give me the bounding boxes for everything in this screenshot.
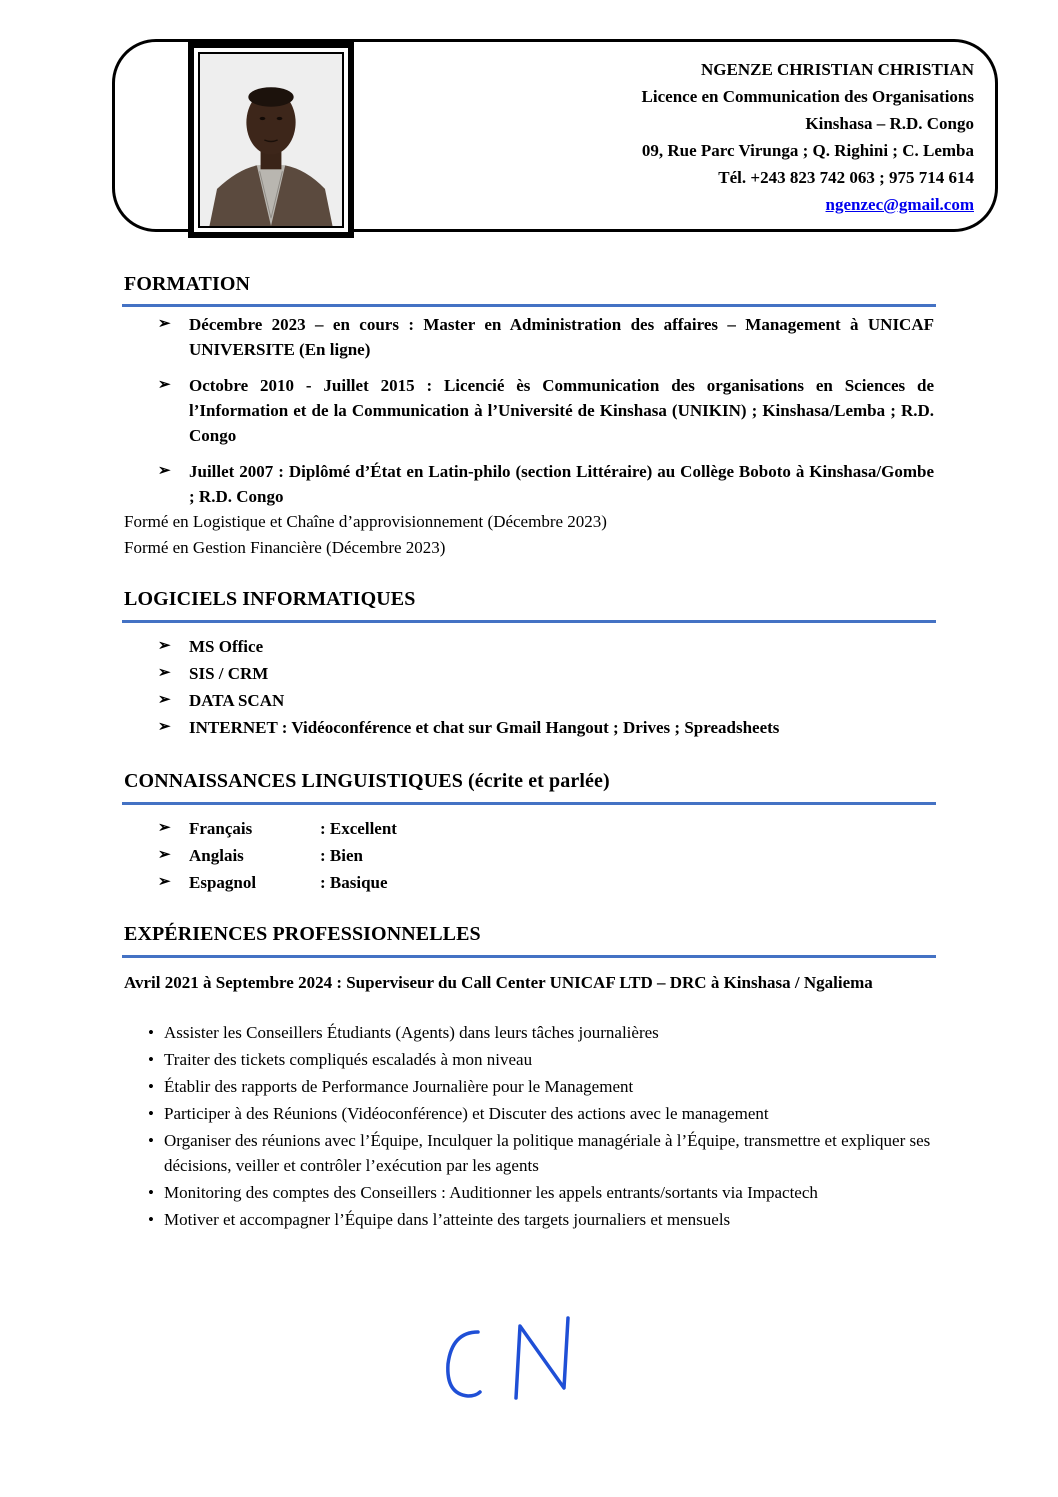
list-item: ➢ DATA SCAN	[158, 688, 934, 713]
list-item: • Monitoring des comptes des Conseillers : Auditionner les appels entrants/sortants via Impactech	[148, 1180, 938, 1205]
arrow-bullet-icon: ➢	[158, 463, 171, 479]
section-rule	[122, 304, 936, 307]
profile-photo-image	[198, 52, 344, 228]
logiciels-list	[158, 634, 934, 740]
section-title-logiciels: LOGICIELS INFORMATIQUES	[124, 588, 416, 610]
arrow-bullet-icon: ➢	[158, 665, 171, 681]
arrow-bullet-icon: ➢	[158, 847, 171, 863]
section-rule	[122, 620, 936, 623]
arrow-bullet-icon: ➢	[158, 638, 171, 654]
list-item: ➢ INTERNET : Vidéoconférence et chat sur Gmail Hangout ; Drives ; Spreadsheets	[158, 715, 934, 740]
tasks-list	[148, 1020, 938, 1234]
bullet-dot-icon: •	[148, 1210, 154, 1229]
bullet-dot-icon: •	[148, 1131, 154, 1150]
arrow-bullet-icon: ➢	[158, 719, 171, 735]
formation-list	[158, 312, 934, 509]
list-item: ➢ Français : Excellent	[158, 816, 934, 841]
profile-photo	[188, 42, 354, 238]
job-title: Avril 2021 à Septembre 2024 : Superviseur du Call Center UNICAF LTD – DRC à Kinshasa / Ngaliema	[124, 973, 873, 992]
phone: Tél. +243 823 742 063 ; 975 714 614	[718, 168, 974, 187]
degree: Licence en Communication des Organisations	[641, 87, 974, 106]
email-link[interactable]: ngenzec@gmail.com	[825, 195, 974, 214]
langues-list	[158, 816, 934, 895]
list-item: • Traiter des tickets compliqués escaladés à mon niveau	[148, 1047, 938, 1072]
bullet-dot-icon: •	[148, 1050, 154, 1069]
arrow-bullet-icon: ➢	[158, 820, 171, 836]
list-item: • Établir des rapports de Performance Journalière pour le Management	[148, 1074, 938, 1099]
section-title-langues: CONNAISSANCES LINGUISTIQUES (écrite et parlée)	[124, 770, 610, 792]
list-item: ➢ Octobre 2010 - Juillet 2015 : Licencié ès Communication des organisations en Sciences de l’Information et de la Communication à l’Université de Kinshasa (UNIKIN) ; Kinshasa/Lemba ; R.D. Congo	[158, 373, 934, 448]
list-item: • Assister les Conseillers Étudiants (Agents) dans leurs tâches journalières	[148, 1020, 938, 1045]
section-rule	[122, 802, 936, 805]
list-item: • Organiser des réunions avec l’Équipe, Inculquer la politique managériale à l’Équipe, transmettre et expliquer ses décisions, veiller et contrôler l’exécution par les agents	[148, 1128, 938, 1178]
list-item: ➢ Anglais : Bien	[158, 843, 934, 868]
arrow-bullet-icon: ➢	[158, 377, 171, 393]
arrow-bullet-icon: ➢	[158, 316, 171, 332]
list-item: • Participer à des Réunions (Vidéoconférence) et Discuter des actions avec le management	[148, 1101, 938, 1126]
section-rule	[122, 955, 936, 958]
section-title-experiences: EXPÉRIENCES PROFESSIONNELLES	[124, 923, 481, 945]
list-item: • Motiver et accompagner l’Équipe dans l’atteinte des targets journaliers et mensuels	[148, 1207, 938, 1232]
city: Kinshasa – R.D. Congo	[805, 114, 974, 133]
bullet-dot-icon: •	[148, 1183, 154, 1202]
list-item: ➢ Espagnol : Basique	[158, 870, 934, 895]
list-item: ➢ Juillet 2007 : Diplômé d’État en Latin-philo (section Littéraire) au Collège Boboto à Kinshasa/Gombe ; R.D. Congo	[158, 459, 934, 509]
bullet-dot-icon: •	[148, 1023, 154, 1042]
list-item: ➢ SIS / CRM	[158, 661, 934, 686]
list-item: ➢ Décembre 2023 – en cours : Master en Administration des affaires – Management à UNICAF UNIVERSITE (En ligne)	[158, 312, 934, 362]
candidate-name: NGENZE CHRISTIAN CHRISTIAN	[700, 60, 974, 79]
formation-extra-2: Formé en Gestion Financière (Décembre 2023)	[124, 538, 446, 557]
arrow-bullet-icon: ➢	[158, 874, 171, 890]
address: 09, Rue Parc Virunga ; Q. Righini ; C. Lemba	[641, 141, 974, 160]
signature-initials	[440, 1312, 590, 1412]
section-title-formation: FORMATION	[124, 273, 251, 295]
bullet-dot-icon: •	[148, 1077, 154, 1096]
contact-block	[642, 56, 974, 218]
arrow-bullet-icon: ➢	[158, 692, 171, 708]
list-item: ➢ MS Office	[158, 634, 934, 659]
formation-extra-1: Formé en Logistique et Chaîne d’approvisionnement (Décembre 2023)	[124, 512, 607, 531]
bullet-dot-icon: •	[148, 1104, 154, 1123]
